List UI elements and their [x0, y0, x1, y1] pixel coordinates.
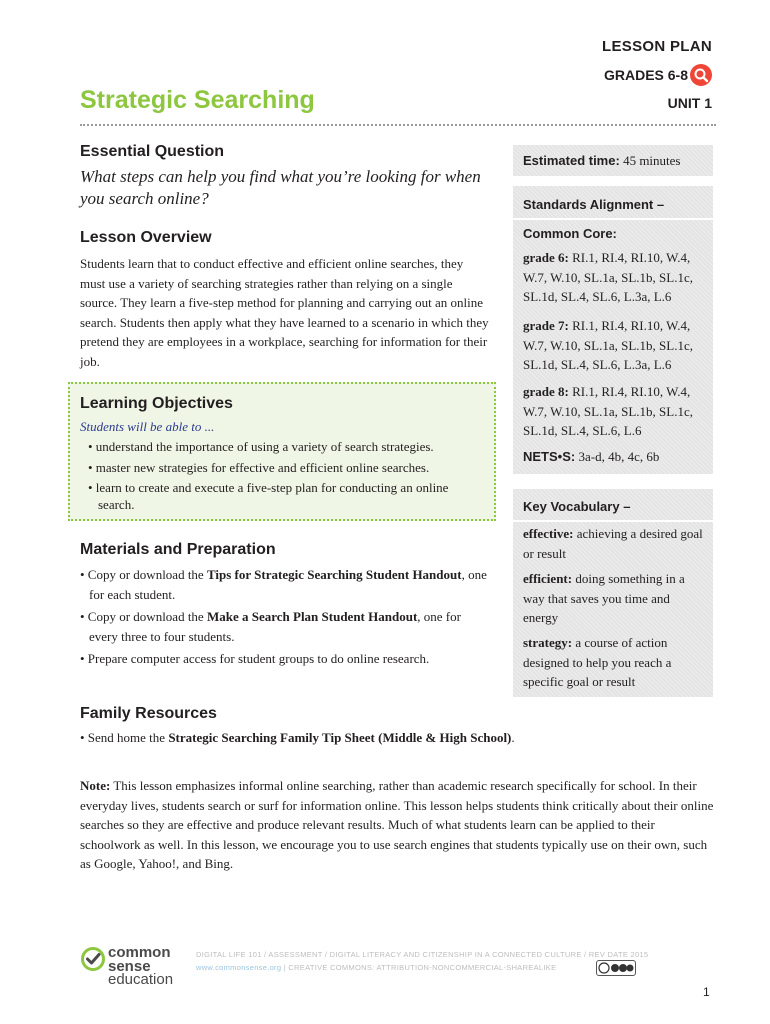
list-item: • learn to create and execute a five-step plan for conducting an online search. — [88, 480, 449, 512]
item-text: , one for each student. — [89, 567, 487, 602]
term: effective: — [523, 526, 574, 541]
grade-8-standards — [523, 382, 708, 441]
lesson-overview-text: Students learn that to conduct effective and efficient online searches, they must use a variety of searching strategies rather than relying on a single source. They learn a five-step method for planning and carrying out an online search. Students then apply what they have learned to a scenario in which they pretend they are employees in a workplace, searching for information for their job. — [80, 256, 489, 369]
header-divider — [80, 124, 716, 126]
grade-7-standards — [523, 316, 708, 375]
grades-label: GRADES 6-8 — [603, 67, 688, 83]
grade-8-label: grade 8: — [523, 384, 569, 399]
lesson-plan-label: LESSON PLAN — [602, 38, 712, 55]
standards-alignment-box — [513, 186, 713, 474]
definition: doing something in a way that saves you time and energy — [523, 571, 685, 625]
logo-text-sense: sense — [108, 958, 151, 975]
essential-question-text: What steps can help you find what you’re looking for when you search online? — [80, 167, 481, 208]
definition: a course of action designed to help you reach a specific goal or result — [523, 635, 672, 689]
note-paragraph — [80, 776, 718, 874]
handout-title: Make a Search Plan Student Handout — [206, 609, 418, 624]
page-number: 1 — [703, 985, 710, 999]
definition: achieving a desired goal or result — [523, 526, 703, 561]
nets-label: NETS•S: — [523, 449, 576, 464]
divider — [513, 218, 713, 220]
grade-7-label: grade 7: — [523, 318, 569, 333]
item-text: • Copy or download the — [80, 609, 207, 624]
grade-8-value: RI.1, RI.4, RI.10, W.4, W.7, W.10, SL.1a, SL.1b, SL.1c, SL.1d, SL.4, SL.6, L.6 — [523, 384, 693, 438]
estimated-time-box — [513, 145, 713, 176]
unit-label: UNIT 1 — [667, 95, 712, 111]
handout-title: Tips for Strategic Searching Student Handout — [206, 567, 462, 582]
standards-heading: Standards Alignment – — [523, 197, 665, 212]
logo-text-education: education — [108, 971, 174, 988]
vocab-term-effective — [523, 524, 708, 563]
list-item — [80, 565, 490, 604]
list-item: • understand the importance of using a variety of search strategies. — [88, 439, 434, 454]
common-core-label: Common Core: — [523, 226, 617, 241]
divider — [513, 520, 713, 522]
checkmark-logo-icon — [80, 946, 106, 977]
note-text: This lesson emphasizes informal online searching, rather than academic research specifically for school. In their everyday lives, students search or surf for information online. This lesson helps students think critically about their online searches so they are effective and produce relevant results. Much of what students learn can be applied to their schoolwork as well. In this lesson, we encourage you to use search engines that students typically use on their own, such as Google, Yahoo!, and Bing. — [80, 778, 714, 871]
creative-commons-icon — [596, 960, 636, 976]
page-title: Strategic Searching — [80, 86, 315, 114]
list-item: • master new strategies for effective and efficient online searches. — [88, 459, 430, 475]
estimated-time-value: 45 minutes — [619, 153, 681, 168]
grade-7-value: RI.1, RI.4, RI.10, W.4, W.7, W.10, SL.1a, SL.1b, SL.1c, SL.1d, SL.4, SL.6, L.3a, L.6 — [523, 318, 693, 372]
lesson-overview-heading: Lesson Overview — [80, 229, 212, 246]
item-text: • Prepare computer access for student groups to do online research. — [80, 651, 430, 666]
learning-objectives-intro: Students will be able to ... — [80, 419, 215, 434]
list-item — [80, 728, 700, 748]
note-label: Note: — [80, 778, 111, 793]
footer-line: DIGITAL LIFE 101 / ASSESSMENT / DIGITAL LITERACY AND CITIZENSHIP IN A CONNECTED CULTURE / REV DATE 2015 — [196, 950, 649, 959]
nets-standards — [523, 447, 708, 467]
magnifier-icon — [690, 64, 712, 86]
list-item — [80, 607, 490, 646]
website-link[interactable]: www.commonsense.org — [196, 963, 282, 972]
nets-value: 3a-d, 4b, 4c, 6b — [575, 449, 660, 464]
item-text: . — [511, 730, 515, 745]
learning-objectives-list — [80, 438, 485, 517]
grade-6-label: grade 6: — [523, 250, 569, 265]
footer-license-line — [196, 963, 556, 972]
estimated-time — [523, 153, 680, 169]
family-resources-list — [80, 728, 700, 748]
license-text: | CREATIVE COMMONS: ATTRIBUTION-NONCOMMERCIAL-SHAREALIKE — [281, 963, 557, 972]
tip-sheet-title: Strategic Searching Family Tip Sheet (Middle & High School) — [168, 730, 512, 745]
materials-list — [80, 565, 490, 672]
learning-objectives-heading: Learning Objectives — [80, 395, 233, 412]
materials-heading: Materials and Preparation — [80, 541, 276, 558]
essential-question-heading: Essential Question — [80, 143, 225, 160]
logo-text-common: common — [108, 944, 171, 961]
vocabulary-heading: Key Vocabulary – — [523, 499, 631, 514]
item-text: • Copy or download the — [80, 567, 207, 582]
estimated-time-label: Estimated time: — [523, 153, 620, 168]
key-vocabulary-box — [513, 489, 713, 697]
grade-6-value: RI.1, RI.4, RI.10, W.4, W.7, W.10, SL.1a, SL.1b, SL.1c, SL.1d, SL.4, SL.6, L.3a, L.6 — [523, 250, 693, 304]
term: strategy: — [523, 635, 573, 650]
item-text: • Send home the — [80, 730, 169, 745]
vocab-term-efficient — [523, 569, 708, 628]
grade-6-standards — [523, 248, 708, 307]
item-text: , one for every three to four students. — [89, 609, 461, 644]
list-item — [80, 649, 490, 669]
term: efficient: — [523, 571, 573, 586]
vocab-term-strategy — [523, 633, 708, 692]
family-resources-heading: Family Resources — [80, 705, 217, 722]
